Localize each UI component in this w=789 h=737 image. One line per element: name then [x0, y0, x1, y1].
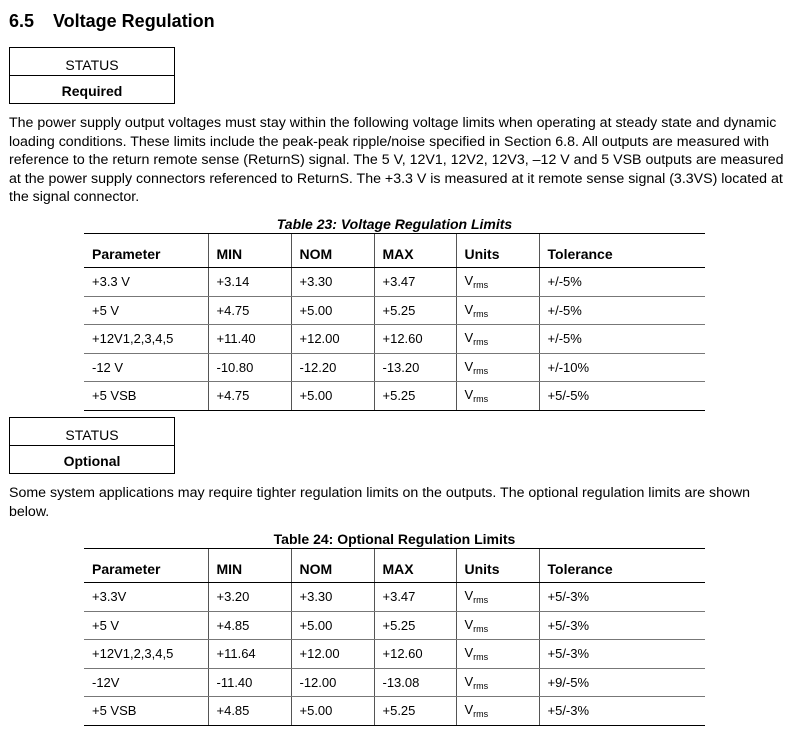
units-cell: $V_{rms}$ [456, 640, 539, 669]
nom-cell: -12.20 [291, 353, 374, 382]
nom-cell: +5.00 [291, 296, 374, 325]
min-cell: +11.40 [208, 325, 291, 354]
min-cell: -11.40 [208, 668, 291, 697]
header-cell: MIN [208, 549, 291, 583]
min-cell: -10.80 [208, 353, 291, 382]
param-cell: +5 V [84, 611, 208, 640]
nom-cell: +5.00 [291, 697, 374, 726]
max-cell: +5.25 [374, 611, 456, 640]
units-cell: $V_{rms}$ [456, 697, 539, 726]
header-cell: MIN [208, 234, 291, 268]
min-cell: +4.85 [208, 697, 291, 726]
header-cell: Parameter [84, 234, 208, 268]
table-row [84, 583, 705, 612]
status-label: STATUS [10, 48, 174, 76]
status-value: Optional [63, 453, 121, 469]
header-cell: Parameter [84, 549, 208, 583]
header-cell: Units [456, 549, 539, 583]
max-cell: +12.60 [374, 325, 456, 354]
units-cell: $V_{rms}$ [456, 325, 539, 354]
min-cell: +4.75 [208, 382, 291, 411]
table-row [84, 697, 705, 726]
tolerance-cell: +/-10% [539, 353, 705, 382]
nom-cell: -12.00 [291, 668, 374, 697]
table-row [84, 353, 705, 382]
header-cell: MAX [374, 549, 456, 583]
param-cell: +3.3 V [84, 268, 208, 297]
tolerance-cell: +5/-3% [539, 640, 705, 669]
nom-cell: +12.00 [291, 325, 374, 354]
units-cell: $V_{rms}$ [456, 353, 539, 382]
header-cell: NOM [291, 234, 374, 268]
section-number: 6.5 [9, 11, 35, 31]
nom-cell: +3.30 [291, 583, 374, 612]
param-cell: +5 VSB [84, 697, 208, 726]
min-cell: +4.85 [208, 611, 291, 640]
table-24-caption: Table 24: Optional Regulation Limits [273, 531, 516, 547]
nom-cell: +5.00 [291, 382, 374, 411]
max-cell: +12.60 [374, 640, 456, 669]
tolerance-cell: +9/-5% [539, 668, 705, 697]
header-cell: NOM [291, 549, 374, 583]
table-header-row [84, 234, 705, 268]
tolerance-cell: +/-5% [539, 296, 705, 325]
tolerance-cell: +/-5% [539, 325, 705, 354]
status-box-optional [9, 417, 175, 474]
max-cell: +5.25 [374, 382, 456, 411]
table-row [84, 268, 705, 297]
tolerance-cell: +/-5% [539, 268, 705, 297]
param-cell: +3.3V [84, 583, 208, 612]
section-heading [9, 11, 215, 32]
nom-cell: +12.00 [291, 640, 374, 669]
param-cell: +12V1,2,3,4,5 [84, 325, 208, 354]
tolerance-cell: +5/-3% [539, 611, 705, 640]
optional-paragraph: Some system applications may require tighter regulation limits on the outputs. The optional regulation limits are shown below. [9, 485, 751, 520]
param-cell: -12V [84, 668, 208, 697]
tolerance-cell: +5/-5% [539, 382, 705, 411]
units-cell: $V_{rms}$ [456, 611, 539, 640]
table-row [84, 382, 705, 411]
units-cell: $V_{rms}$ [456, 668, 539, 697]
status-box-required [9, 47, 175, 104]
table-row [84, 296, 705, 325]
min-cell: +3.14 [208, 268, 291, 297]
param-cell: +12V1,2,3,4,5 [84, 640, 208, 669]
max-cell: -13.08 [374, 668, 456, 697]
tolerance-cell: +5/-3% [539, 697, 705, 726]
max-cell: -13.20 [374, 353, 456, 382]
table-23 [84, 233, 705, 411]
table-row [84, 611, 705, 640]
param-cell: +5 VSB [84, 382, 208, 411]
status-label: STATUS [10, 418, 174, 446]
max-cell: +3.47 [374, 583, 456, 612]
max-cell: +5.25 [374, 296, 456, 325]
min-cell: +11.64 [208, 640, 291, 669]
min-cell: +4.75 [208, 296, 291, 325]
min-cell: +3.20 [208, 583, 291, 612]
intro-paragraph: The power supply output voltages must stay within the following voltage limits when operating at steady state and dynamic loading conditions. These limits include the peak-peak ripple/noise specified in Section 6.8. All outputs are measured with reference to the return remote sense (ReturnS) signal. The 5 V, 12V1, 12V2, 12V3, –12 V and 5 VSB outputs are measured at the power supply connectors referenced to ReturnS. The +3.3 V is measured at it remote sense signal (3.3VS) located at the signal connector. [9, 115, 784, 205]
max-cell: +3.47 [374, 268, 456, 297]
units-cell: $V_{rms}$ [456, 296, 539, 325]
table-row [84, 640, 705, 669]
max-cell: +5.25 [374, 697, 456, 726]
header-cell: Tolerance [539, 549, 705, 583]
header-cell: Units [456, 234, 539, 268]
table-23-caption: Table 23: Voltage Regulation Limits [276, 216, 513, 232]
units-cell: $V_{rms}$ [456, 268, 539, 297]
nom-cell: +5.00 [291, 611, 374, 640]
table-24 [84, 548, 705, 726]
status-value: Required [61, 83, 123, 99]
header-cell: MAX [374, 234, 456, 268]
table-header-row [84, 549, 705, 583]
table-row [84, 668, 705, 697]
units-cell: $V_{rms}$ [456, 583, 539, 612]
param-cell: -12 V [84, 353, 208, 382]
tolerance-cell: +5/-3% [539, 583, 705, 612]
param-cell: +5 V [84, 296, 208, 325]
nom-cell: +3.30 [291, 268, 374, 297]
section-title: Voltage Regulation [53, 11, 215, 31]
units-cell: $V_{rms}$ [456, 382, 539, 411]
header-cell: Tolerance [539, 234, 705, 268]
table-row [84, 325, 705, 354]
